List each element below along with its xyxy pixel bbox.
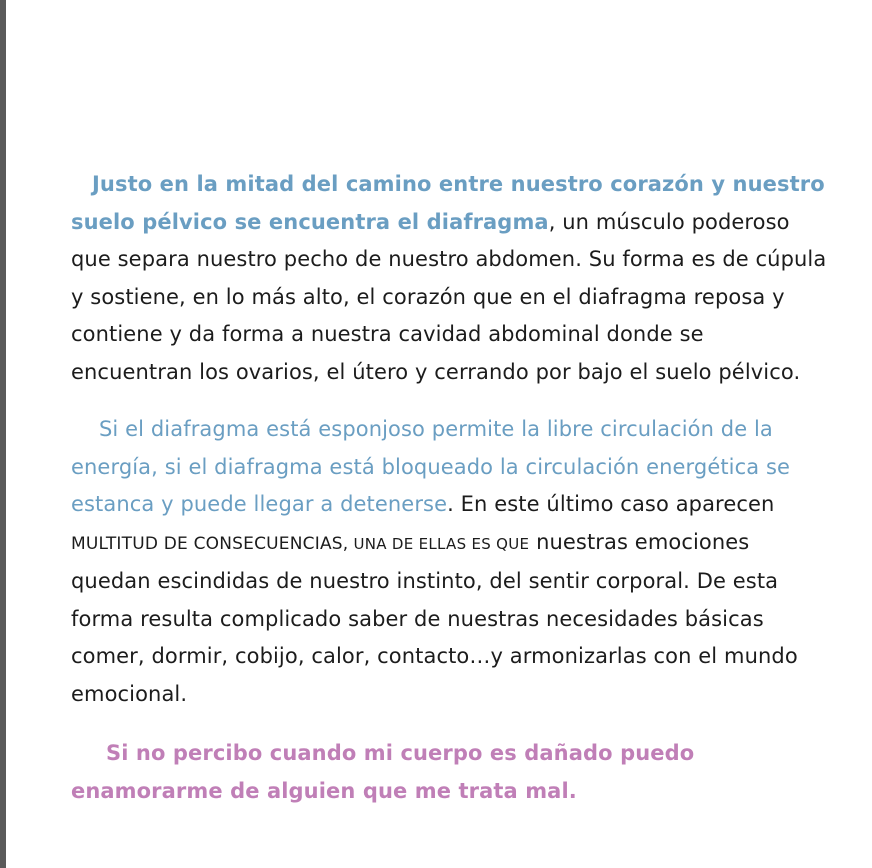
paragraph-2-caps-1: MULTITUD DE CONSECUENCIAS, <box>71 533 349 554</box>
paragraph-2-highlight: Si el diafragma está esponjoso permite la libre circulación de la energía, si el diafragma está bloqueado la circulación energética se estanca y puede llegar a detenerse <box>71 417 791 516</box>
paragraph-2-body-mid: nuestras <box>529 529 629 554</box>
paragraph-3-highlight: Si no percibo cuando mi cuerpo es dañado puedo enamorarme de alguien que me trata mal. <box>71 741 695 803</box>
document-page <box>71 166 831 810</box>
page-left-edge <box>0 0 6 868</box>
paragraph-1-body: , un músculo poderoso que separa nuestro pecho de nuestro abdomen. Su forma es de cúpula y sostiene, en lo más alto, el corazón que en el diafragma reposa y contiene y da forma a nuestra cavidad abdominal donde se encuentran los ovarios, el útero y cerrando por bajo el suelo pélvico. <box>71 209 827 384</box>
paragraph-2-caps-2: UNA DE ELLAS ES QUE <box>348 534 530 553</box>
paragraph-circulacion <box>71 411 831 713</box>
paragraph-2-body-start: . En este último caso aparecen <box>447 492 775 516</box>
paragraph-1-highlight: Justo en la mitad del camino entre nuestro corazón y nuestro suelo pélvico se encuentra el diafragma <box>71 172 825 234</box>
paragraph-2-body-end: emociones quedan escindidas de nuestro instinto, del sentir corporal. De esta forma resulta complicado saber de nuestras necesidades básicas comer, dormir, cobijo, calor, contacto…y armonizarlas con el mundo emocional. <box>71 529 798 706</box>
paragraph-diafragma <box>71 166 831 391</box>
paragraph-percepcion <box>71 735 831 810</box>
